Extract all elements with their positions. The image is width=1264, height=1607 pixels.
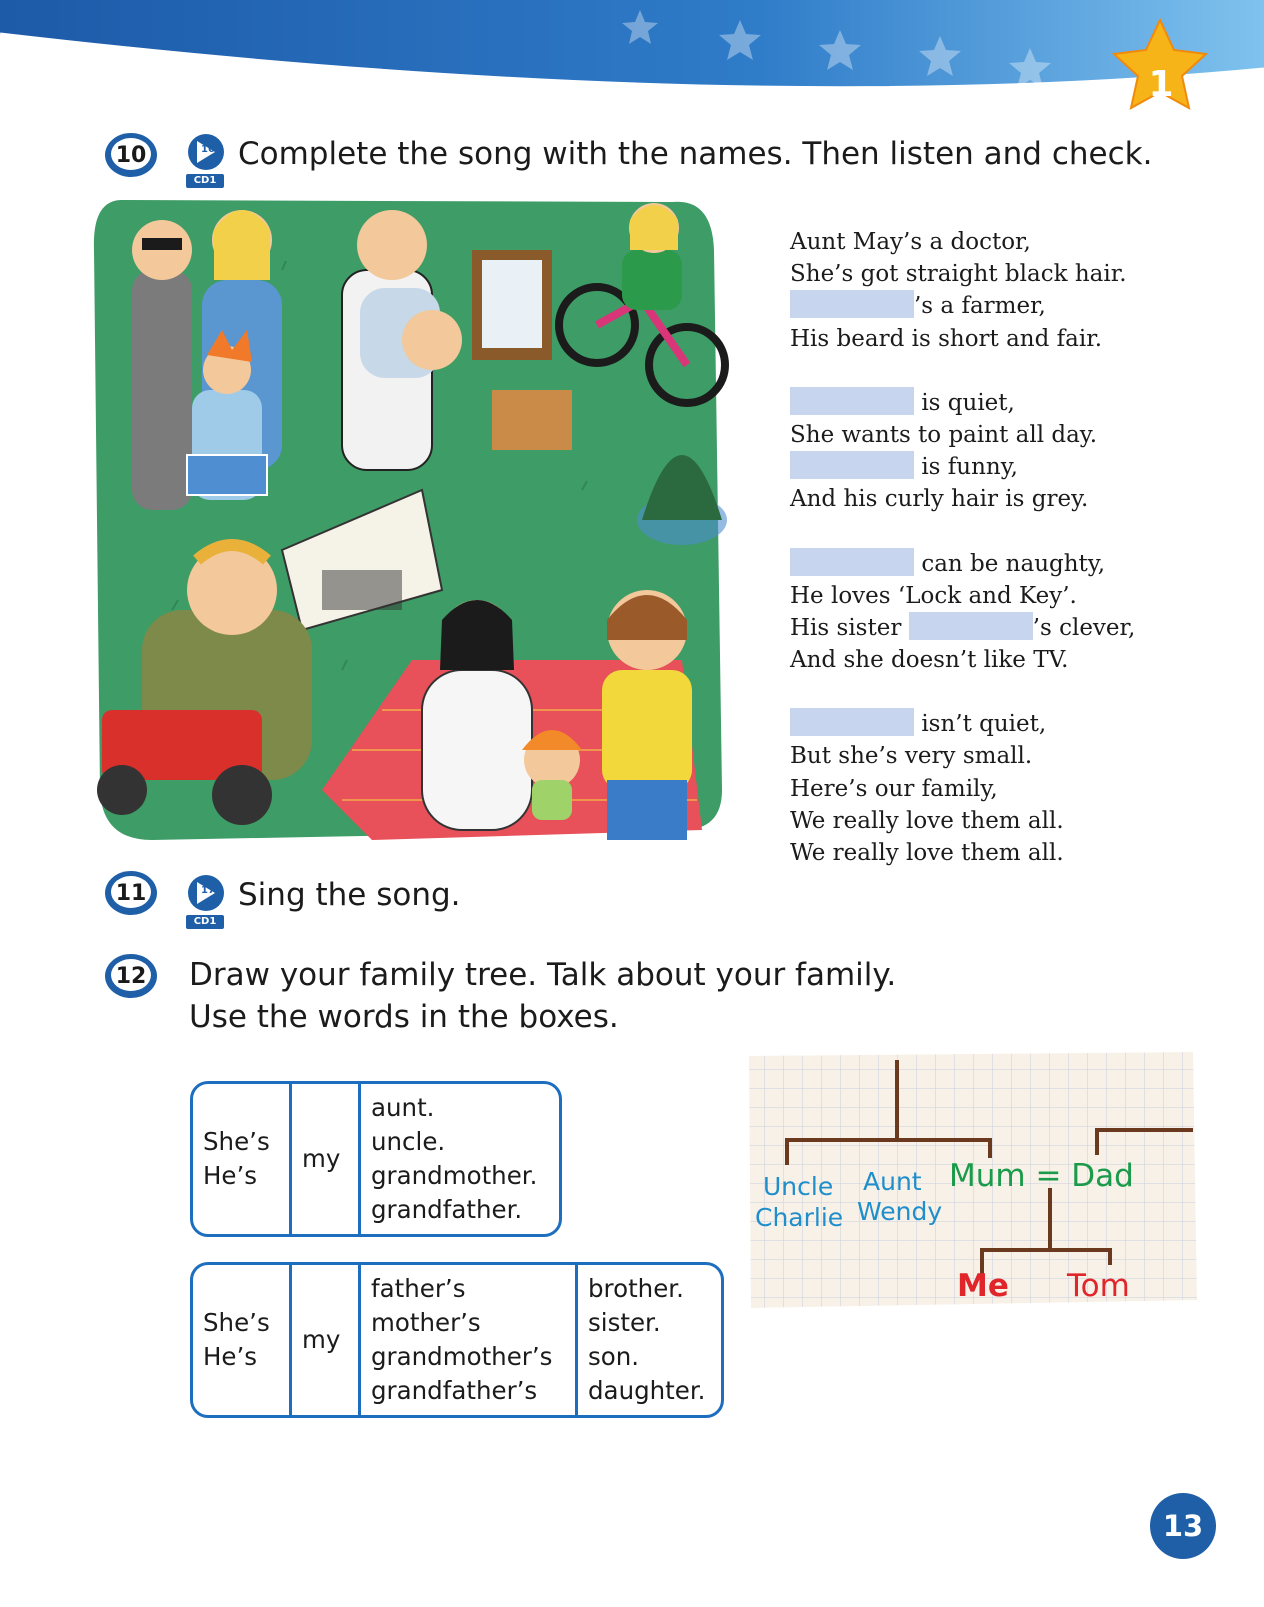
song-line bbox=[790, 612, 1135, 644]
exercise-11-number: 11 bbox=[115, 880, 147, 906]
song-line bbox=[790, 451, 1135, 483]
song-line: But she’s very small. bbox=[790, 743, 1033, 770]
relative-word: grandmother. bbox=[371, 1161, 538, 1190]
exercise-10-number: 10 bbox=[115, 142, 147, 168]
relation-word: daughter. bbox=[588, 1376, 706, 1405]
relative-word: aunt. bbox=[371, 1093, 435, 1122]
possessive-word: grandmother’s bbox=[371, 1342, 553, 1371]
relation-word: brother. bbox=[588, 1274, 684, 1303]
header-banner bbox=[0, 0, 1264, 115]
exercise-12-badge bbox=[103, 951, 159, 1001]
song-line-text: ’s a farmer, bbox=[914, 293, 1046, 320]
pronoun-column bbox=[193, 1084, 289, 1234]
me-label: Me bbox=[957, 1268, 1009, 1304]
song-line bbox=[790, 548, 1135, 580]
song-line: We really love them all. bbox=[790, 840, 1064, 866]
relative-column bbox=[358, 1084, 559, 1234]
exercise-10-instruction: Complete the song with the names. Then listen and check. bbox=[238, 136, 1153, 172]
my-word: my bbox=[302, 1144, 341, 1173]
audio-track-17-button[interactable] bbox=[186, 875, 226, 933]
cd-label: CD1 bbox=[186, 174, 224, 188]
song-line-text: is quiet, bbox=[921, 389, 1015, 416]
exercise-11-badge bbox=[103, 868, 159, 918]
relative-word: uncle. bbox=[371, 1127, 446, 1156]
song-line: And his curly hair is grey. bbox=[790, 486, 1089, 513]
word-box-relatives bbox=[190, 1081, 562, 1237]
relation-word: son. bbox=[588, 1342, 640, 1371]
song-line: His beard is short and fair. bbox=[790, 325, 1103, 352]
name-blank-input[interactable] bbox=[790, 708, 914, 736]
exercise-12-instruction-line1: Draw your family tree. Talk about your family. bbox=[189, 957, 897, 993]
pronoun: He’s bbox=[203, 1342, 258, 1371]
possessive-word: mother’s bbox=[371, 1308, 481, 1337]
song-line bbox=[790, 387, 1135, 419]
song-line-text: ’s clever, bbox=[1032, 614, 1136, 641]
family-tree-example bbox=[745, 1050, 1200, 1312]
song-line: She wants to paint all day. bbox=[790, 421, 1098, 448]
pronoun: He’s bbox=[203, 1161, 258, 1190]
my-column bbox=[289, 1265, 358, 1415]
song-line bbox=[790, 708, 1135, 740]
word-box-possessives bbox=[190, 1262, 724, 1418]
name-blank-input[interactable] bbox=[790, 387, 914, 415]
track-number: 16 bbox=[201, 144, 215, 155]
song-line-text: isn’t quiet, bbox=[921, 711, 1047, 738]
song-line-text: can be naughty, bbox=[921, 550, 1106, 577]
name-blank-input[interactable] bbox=[790, 451, 914, 479]
exercise-10-badge bbox=[103, 130, 159, 180]
song-line-text: His sister bbox=[790, 614, 902, 641]
song-line: And she doesn’t like TV. bbox=[790, 647, 1069, 674]
charlie-label: Charlie bbox=[755, 1203, 844, 1232]
name-blank-input[interactable] bbox=[909, 612, 1033, 640]
audio-track-16-button[interactable] bbox=[186, 134, 226, 192]
pronoun: She’s bbox=[203, 1308, 270, 1337]
cd-label: CD1 bbox=[186, 915, 224, 929]
exercise-12-instruction-line2: Use the words in the boxes. bbox=[189, 999, 619, 1035]
name-blank-input[interactable] bbox=[790, 290, 914, 318]
pronoun: She’s bbox=[203, 1127, 270, 1156]
song-line-text: is funny, bbox=[921, 454, 1018, 481]
song-line: He loves ‘Lock and Key’. bbox=[790, 582, 1077, 609]
tom-label: Tom bbox=[1067, 1268, 1130, 1304]
song-line: Aunt May’s a doctor, bbox=[790, 229, 1031, 255]
exercise-11-instruction: Sing the song. bbox=[238, 877, 461, 913]
family-picnic-illustration bbox=[82, 190, 742, 855]
relative-word: grandfather. bbox=[371, 1195, 523, 1224]
relation-word: sister. bbox=[588, 1308, 661, 1337]
song-line bbox=[790, 290, 1135, 322]
possessive-word: grandfather’s bbox=[371, 1376, 538, 1405]
uncle-label: Uncle bbox=[763, 1172, 834, 1201]
unit-number: 1 bbox=[1148, 64, 1174, 105]
aunt-label: Aunt bbox=[863, 1167, 922, 1196]
song-line: We really love them all. bbox=[790, 807, 1064, 834]
track-number: 17 bbox=[201, 885, 215, 896]
relation-column bbox=[575, 1265, 721, 1415]
my-column bbox=[289, 1084, 358, 1234]
name-blank-input[interactable] bbox=[790, 548, 914, 576]
song-lyrics bbox=[790, 226, 1135, 869]
song-line: She’s got straight black hair. bbox=[790, 261, 1127, 288]
possessive-word: father’s bbox=[371, 1274, 466, 1303]
my-word: my bbox=[302, 1325, 341, 1354]
pronoun-column bbox=[193, 1265, 289, 1415]
page-number: 13 bbox=[1150, 1493, 1216, 1559]
parents-label: Mum = Dad bbox=[949, 1158, 1134, 1194]
exercise-12-number: 12 bbox=[115, 963, 147, 989]
wendy-label: Wendy bbox=[857, 1197, 943, 1226]
song-line: Here’s our family, bbox=[790, 775, 998, 802]
possessive-column bbox=[358, 1265, 575, 1415]
